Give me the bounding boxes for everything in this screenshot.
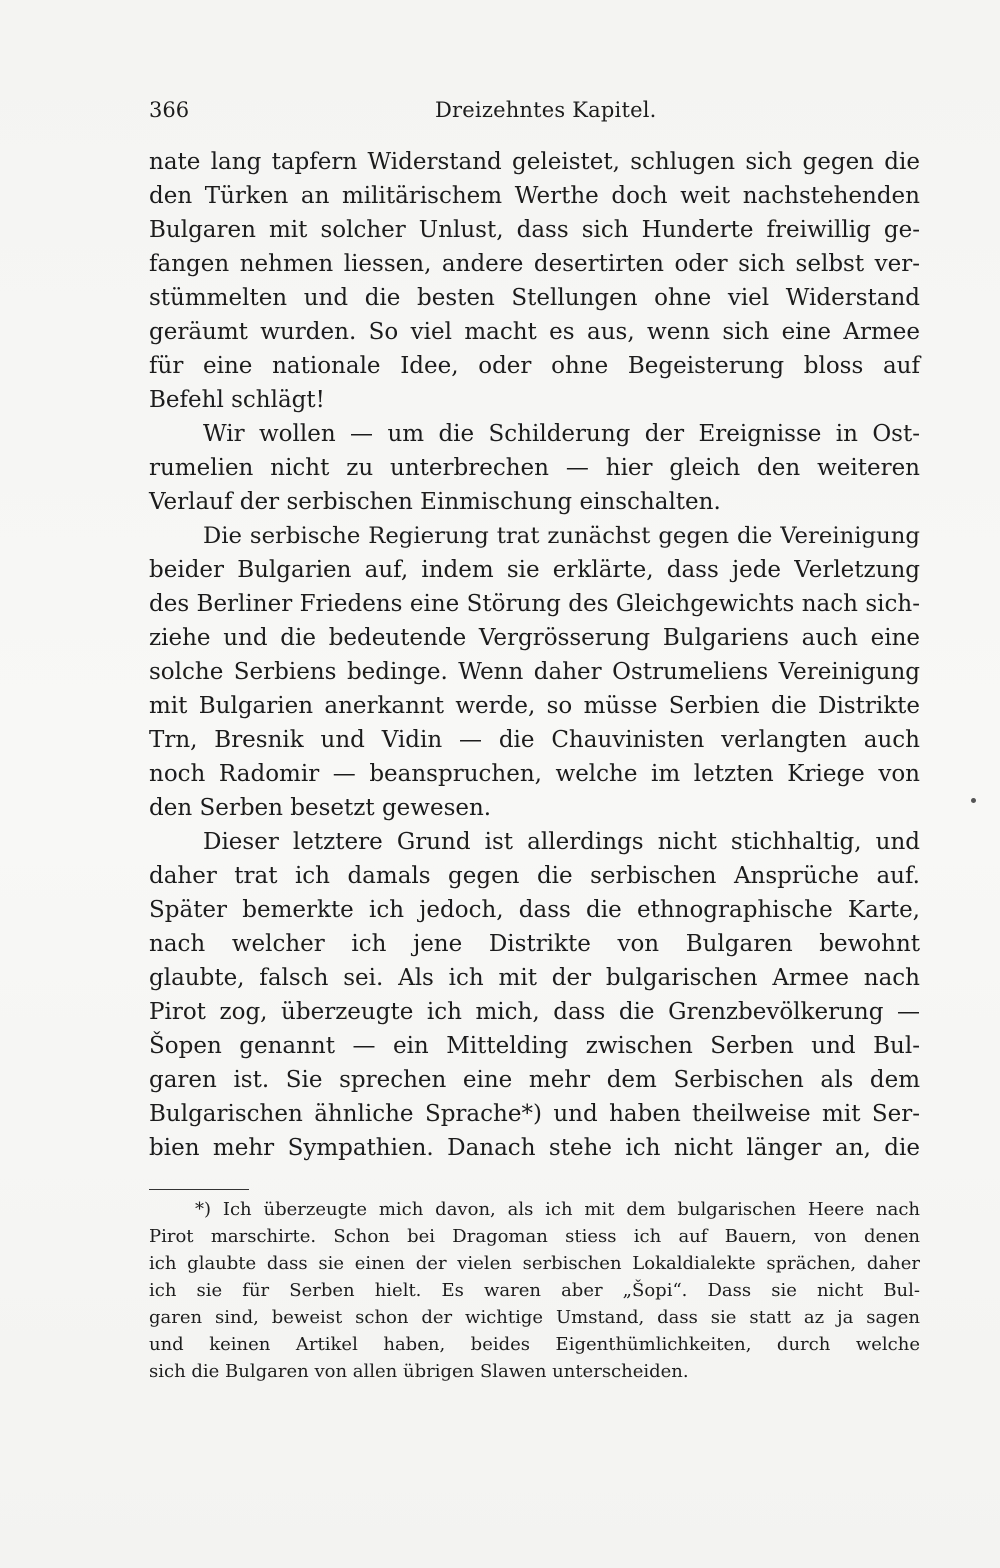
- text-line: Die serbische Regierung trat zunächst gegen die Vereinigung: [203, 523, 920, 549]
- page-number: 366: [149, 98, 190, 122]
- text-line: solche Serbiens bedinge. Wenn daher Ostrumeliens Vereinigung: [149, 659, 920, 685]
- text-line: garen ist. Sie sprechen eine mehr dem Serbischen als dem: [149, 1067, 920, 1093]
- text-line: den Türken an militärischem Werthe doch weit nachstehenden: [149, 183, 920, 209]
- text-line: noch Radomir — beanspruchen, welche im letzten Kriege von: [149, 761, 920, 787]
- text-line: mit Bulgarien anerkannt werde, so müsse Serbien die Distrikte: [149, 693, 920, 719]
- footnote-line: Pirot marschirte. Schon bei Dragoman stiess ich auf Bauern, von denen: [149, 1226, 920, 1247]
- text-line: Wir wollen — um die Schilderung der Ereignisse in Ost-: [203, 421, 920, 447]
- text-line: nach welcher ich jene Distrikte von Bulgaren bewohnt: [149, 931, 920, 957]
- text-line: ziehe und die bedeutende Vergrösserung Bulgariens auch eine: [149, 625, 920, 651]
- text-line: Verlauf der serbischen Einmischung einschalten.: [149, 489, 721, 515]
- text-line: beider Bulgarien auf, indem sie erklärte, dass jede Verletzung: [149, 557, 920, 583]
- footnote-separator: [149, 1189, 249, 1190]
- text-line: geräumt wurden. So viel macht es aus, wenn sich eine Armee: [149, 319, 920, 345]
- text-line: stümmelten und die besten Stellungen ohne viel Widerstand: [149, 285, 920, 311]
- footnote-line: sich die Bulgaren von allen übrigen Slawen unterscheiden.: [149, 1361, 689, 1382]
- page-header: [0, 92, 1000, 132]
- footnote-line: garen sind, beweist schon der wichtige Umstand, dass sie statt az ja sagen: [149, 1307, 920, 1328]
- text-line: Später bemerkte ich jedoch, dass die ethnographische Karte,: [149, 897, 920, 923]
- footnote-line: ich glaubte dass sie einen der vielen serbischen Lokaldialekte sprächen, daher: [149, 1253, 920, 1274]
- text-line: den Serben besetzt gewesen.: [149, 795, 492, 821]
- text-line: des Berliner Friedens eine Störung des Gleichgewichts nach sich-: [149, 591, 920, 617]
- footnote-line: *) Ich überzeugte mich davon, als ich mit dem bulgarischen Heere nach: [195, 1199, 920, 1220]
- text-line: Trn, Bresnik und Vidin — die Chauvinisten verlangten auch: [149, 727, 920, 753]
- footnote-line: ich sie für Serben hielt. Es waren aber „Šopi“. Dass sie nicht Bul-: [149, 1280, 920, 1301]
- text-line: fangen nehmen liessen, andere desertirten oder sich selbst ver-: [149, 251, 920, 277]
- text-line: Bulgarischen ähnliche Sprache*) und haben theilweise mit Ser-: [149, 1101, 920, 1127]
- text-line: bien mehr Sympathien. Danach stehe ich nicht länger an, die: [149, 1135, 920, 1161]
- text-line: Dieser letztere Grund ist allerdings nicht stichhaltig, und: [203, 829, 920, 855]
- text-line: Bulgaren mit solcher Unlust, dass sich Hunderte freiwillig ge-: [149, 217, 920, 243]
- text-line: Befehl schlägt!: [149, 387, 325, 413]
- text-line: für eine nationale Idee, oder ohne Begeisterung bloss auf: [149, 353, 920, 379]
- text-line: Pirot zog, überzeugte ich mich, dass die Grenzbevölkerung —: [149, 999, 920, 1025]
- running-head: Dreizehntes Kapitel.: [435, 98, 657, 122]
- text-line: Šopen genannt — ein Mittelding zwischen Serben und Bul-: [149, 1033, 920, 1059]
- text-line: daher trat ich damals gegen die serbischen Ansprüche auf.: [149, 863, 920, 889]
- text-line: glaubte, falsch sei. Als ich mit der bulgarischen Armee nach: [149, 965, 920, 991]
- paper-speck: [971, 798, 976, 803]
- text-line: rumelien nicht zu unterbrechen — hier gleich den weiteren: [149, 455, 920, 481]
- footnote-line: und keinen Artikel haben, beides Eigenthümlichkeiten, durch welche: [149, 1334, 920, 1355]
- text-line: nate lang tapfern Widerstand geleistet, schlugen sich gegen die: [149, 149, 920, 175]
